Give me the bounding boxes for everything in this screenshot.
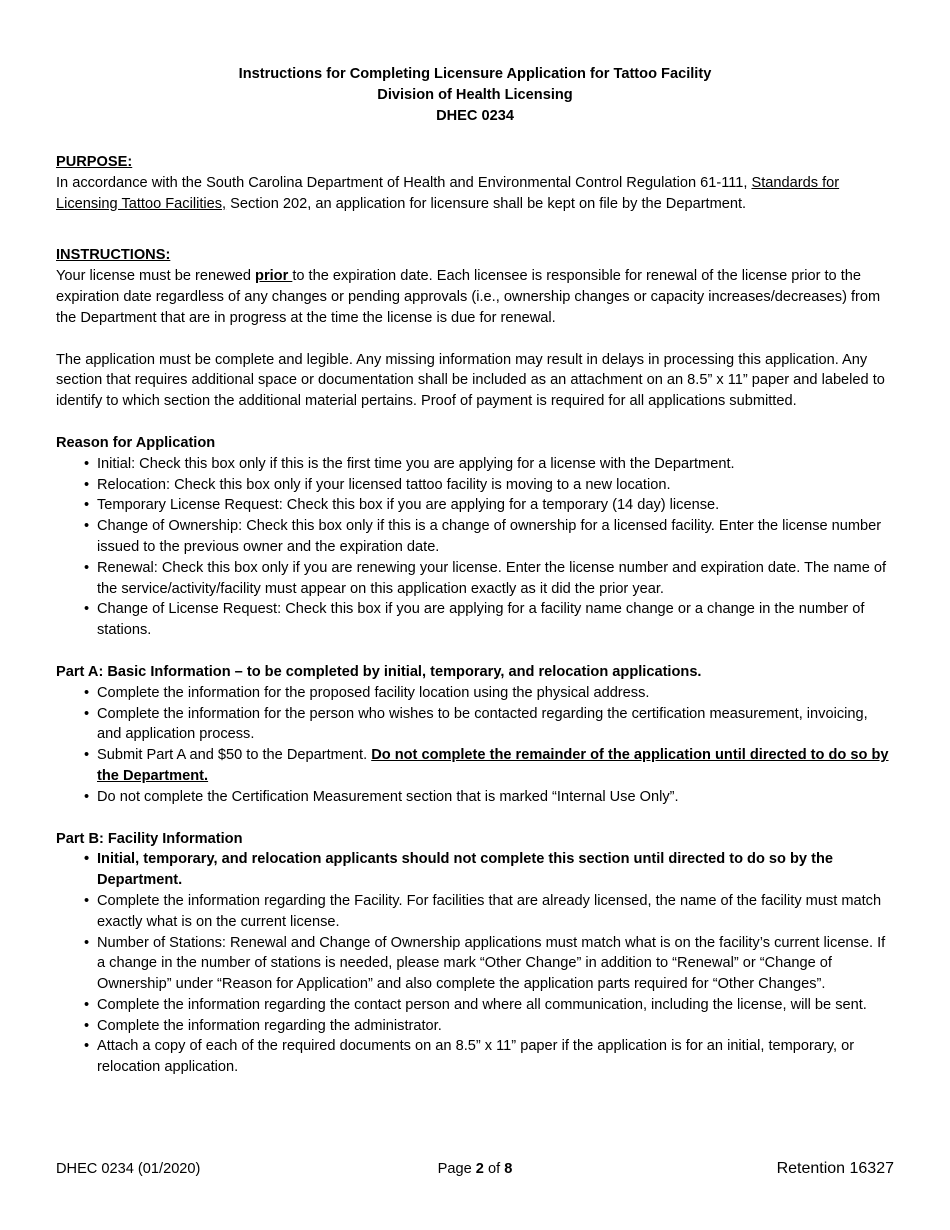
header-division: Division of Health Licensing [377, 87, 573, 103]
list-item: • Submit Part A and $50 to the Department. Do not complete the remainder of the application until directed to do so by the Department. [84, 747, 889, 784]
list-item: • Initial: Check this box only if this is the first time you are applying for a license with the Department. [84, 455, 735, 472]
instructions-paragraph-1: Your license must be renewed prior to the expiration date. Each licensee is responsible for renewal of the license prior to the expiration date regardless of any changes or pending approvals (i.e., ownership changes or capacity increases/decreases) from the Department that are in progress at the time the license is due for renewal. [56, 268, 881, 326]
document-header [56, 64, 894, 127]
list-item: • Change of Ownership: Check this box only if this is a change of ownership for a licensed facility. Enter the license number issued to the previous owner and the expiration date. [84, 518, 882, 555]
part-a-heading: Part A: Basic Information – to be completed by initial, temporary, and relocation applications. [56, 663, 702, 680]
list-item: • Temporary License Request: Check this box if you are applying for a temporary (14 day) license. [84, 497, 720, 514]
list-item: • Complete the information regarding the administrator. [84, 1017, 442, 1034]
list-item: • Attach a copy of each of the required documents on an 8.5” x 11” paper if the application is for an initial, temporary, or relocation application. [84, 1038, 855, 1076]
reason-heading: Reason for Application [56, 434, 216, 451]
instructions-heading: INSTRUCTIONS: [56, 247, 171, 264]
footer-retention: Retention 16327 [776, 1160, 894, 1177]
part-a-section [56, 662, 894, 808]
part-a-list [56, 683, 894, 808]
list-item: • Complete the information for the proposed facility location using the physical address. [84, 684, 650, 701]
reason-section [56, 433, 894, 641]
list-item: • Renewal: Check this box only if you are renewing your license. Enter the license number and expiration date. The name of the service/activity/facility must appear on this application exactly as it did the prior year. [84, 559, 887, 597]
document-page [56, 64, 894, 1078]
list-item: • Number of Stations: Renewal and Change of Ownership applications must match what is on the facility’s current license. If a change in the number of stations is needed, please mark “Other Change” in addition to “Renewal” or “Change of Ownership” under “Reason for Application” and also complete the application parts required for “Other Changes”. [84, 934, 886, 993]
header-title: Instructions for Completing Licensure Application for Tattoo Facility [238, 66, 712, 82]
purpose-section [56, 152, 894, 214]
page-footer [56, 1161, 894, 1183]
reason-list [56, 454, 894, 641]
instructions-section [56, 245, 894, 412]
part-b-heading: Part B: Facility Information [56, 830, 243, 847]
list-item: • Relocation: Check this box only if your licensed tattoo facility is moving to a new location. [84, 476, 671, 493]
list-item: • Initial, temporary, and relocation applicants should not complete this section until directed to do so by the Department. [84, 851, 833, 889]
list-item: • Do not complete the Certification Measurement section that is marked “Internal Use Only”. [84, 788, 679, 805]
list-item: • Complete the information regarding the contact person and where all communication, including the license, will be sent. [84, 996, 867, 1013]
instructions-paragraph-2: The application must be complete and legible. Any missing information may result in delays in processing this application. Any section that requires additional space or documentation shall be included as an attachment on an 8.5” x 11” paper and labeled to identify to which section the additional material pertains. Proof of payment is required for all applications submitted. [56, 351, 885, 410]
part-b-section [56, 829, 894, 1079]
header-form-number: DHEC 0234 [436, 108, 514, 124]
list-item: • Complete the information regarding the Facility. For facilities that are already licensed, the name of the facility must match exactly what is on the current license. [84, 892, 882, 930]
footer-form-id: DHEC 0234 (01/2020) [56, 1161, 201, 1177]
footer-page-number: Page 2 of 8 [437, 1161, 513, 1177]
list-item: • Complete the information for the person who wishes to be contacted regarding the certification measurement, invoicing, and application process. [84, 705, 868, 743]
purpose-heading: PURPOSE: [56, 154, 133, 170]
regulation-title: Standards for Licensing Tattoo Facilities, [56, 174, 840, 212]
part-b-list [56, 849, 894, 1078]
list-item: • Change of License Request: Check this box if you are applying for a facility name change or a change in the number of stations. [84, 601, 865, 639]
purpose-text: In accordance with the South Carolina Department of Health and Environmental Control Regulation 61-111, Standards for Licensing Tattoo Facilities, Section 202, an application for licensure shall be kept on file by the Department. [56, 174, 840, 212]
